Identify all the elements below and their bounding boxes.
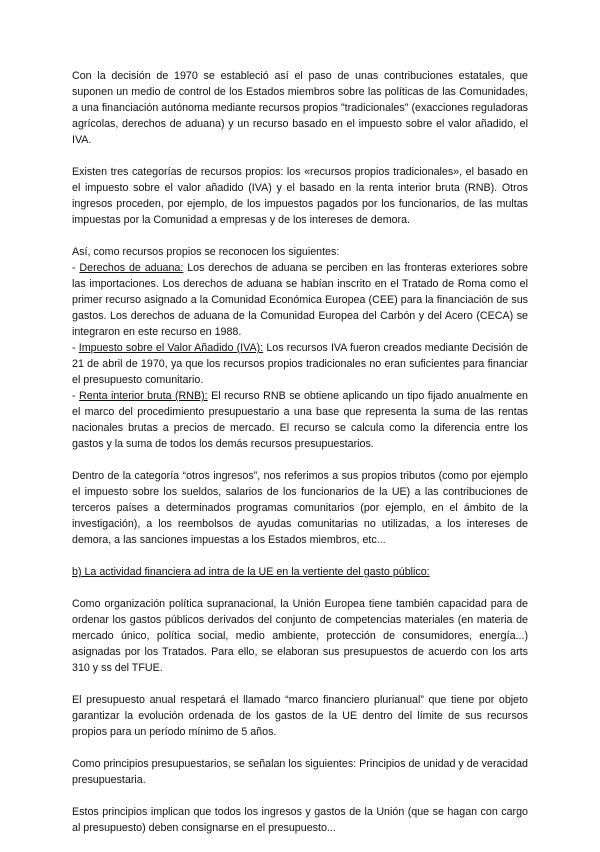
list-item-text: Los recursos IVA fueron creados mediante Decisión de 21 de abril de 1970, ya que los recursos propios tradicionales no eran suficientes para financiar el presupuesto comunitario. — [72, 342, 528, 386]
paragraph-otros-ingresos: Dentro de la categoría “otros ingresos”, nos referimos a sus propios tributos (como por ejemplo el impuesto sobre los sueldos, salarios de los funcionarios de la UE) a las contribuciones de terceros países a determinados programas comunitarios (por ejemplo, en el ámbito de la investigación), a los reembolsos de ayudas comunitarias no utilizadas, a los intereses de demora, a las sanciones impuestas a los Estados miembros, etc... — [72, 470, 528, 546]
paragraph-principios-implican: Estos principios implican que todos los ingresos y gastos de la Unión (que se hagan con cargo al presupuesto) deben consignarse en el presupuesto... — [72, 806, 528, 834]
list-item-text: El recurso RNB se obtiene aplicando un tipo fijado anualmente en el marco del procedimiento presupuestario a una base que representa la suma de las rentas nacionales brutas a precios de mercado. El recurso se calcula como la diferencia entre los gastos y la suma de todos los demás recursos presupuestarios. — [72, 390, 529, 450]
list-item-iva — [72, 340, 528, 388]
section-heading-gasto-publico: b) La actividad financiera ad intra de la UE en la vertiente del gasto público: — [72, 566, 430, 578]
paragraph-decision-1970: Con la decisión de 1970 se estableció así el paso de unas contribuciones estatales, que suponen un medio de control de los Estados miembros sobre las políticas de las Comunidades, a una financiación autónoma mediante recursos propios "tradicionales" (exacciones reguladoras agrícolas, derechos de aduana) y un recurso basado en el impuesto sobre el valor añadido, el IVA. — [72, 70, 528, 146]
list-item-derechos-aduana — [72, 260, 528, 340]
list-item-term: Impuesto sobre el Valor Añadido (IVA): — [78, 342, 264, 354]
list-item-term: Derechos de aduana: — [79, 262, 184, 274]
list-intro: Así, como recursos propios se reconocen los siguientes: — [72, 246, 340, 258]
document-page — [72, 68, 528, 852]
list-item-prefix: - — [72, 262, 80, 274]
list-item-text: Los derechos de aduana se perciben en las fronteras exteriores sobre las importaciones. Los derechos de aduana se habían inscrito en el Tratado de Roma como el primer recurso asignado a la Comunidad Económica Europea (CEE) para la financiación de sus gastos. Los derechos de aduana de la Comunidad Europea del Carbón y del Acero (CECA) se integraron en este recurso en 1988. — [72, 262, 529, 338]
paragraph-recursos-propios-list — [72, 244, 528, 452]
paragraph-principios-presupuestarios: Como principios presupuestarios, se señalan los siguientes: Principios de unidad y de veracidad presupuestaria. — [72, 758, 528, 786]
paragraph-organizacion-supranacional: Como organización política supranacional, la Unión Europea tiene también capacidad para de ordenar los gastos públicos derivados del conjunto de competencias materiales (en materia de mercado único, política social, medio ambiente, protección de consumidores, energía...) asignadas por los Tratados. Para ello, se elaboran sus presupuestos de acuerdo con los arts 310 y ss del TFUE. — [72, 598, 528, 674]
paragraph-marco-financiero: El presupuesto anual respetará el llamado “marco financiero plurianual” que tiene por objeto garantizar la evolución ordenada de los gastos de la UE dentro del límite de sus recursos propios para un período mínimo de 5 años. — [72, 694, 528, 738]
paragraph-categorias-recursos: Existen tres categorías de recursos propios: los «recursos propios tradicionales», el basado en el impuesto sobre el valor añadido (IVA) y el basado en la renta interior bruta (RNB). Otros ingresos proceden, por ejemplo, de los impuestos pagados por los funcionarios, de las multas impuestas por la Comunidad a empresas y de los intereses de demora. — [72, 166, 528, 226]
list-item-rnb — [72, 388, 528, 452]
list-item-prefix: - — [72, 390, 80, 402]
list-item-term: Renta interior bruta (RNB): — [79, 390, 208, 402]
list-item-prefix: - — [72, 342, 79, 354]
